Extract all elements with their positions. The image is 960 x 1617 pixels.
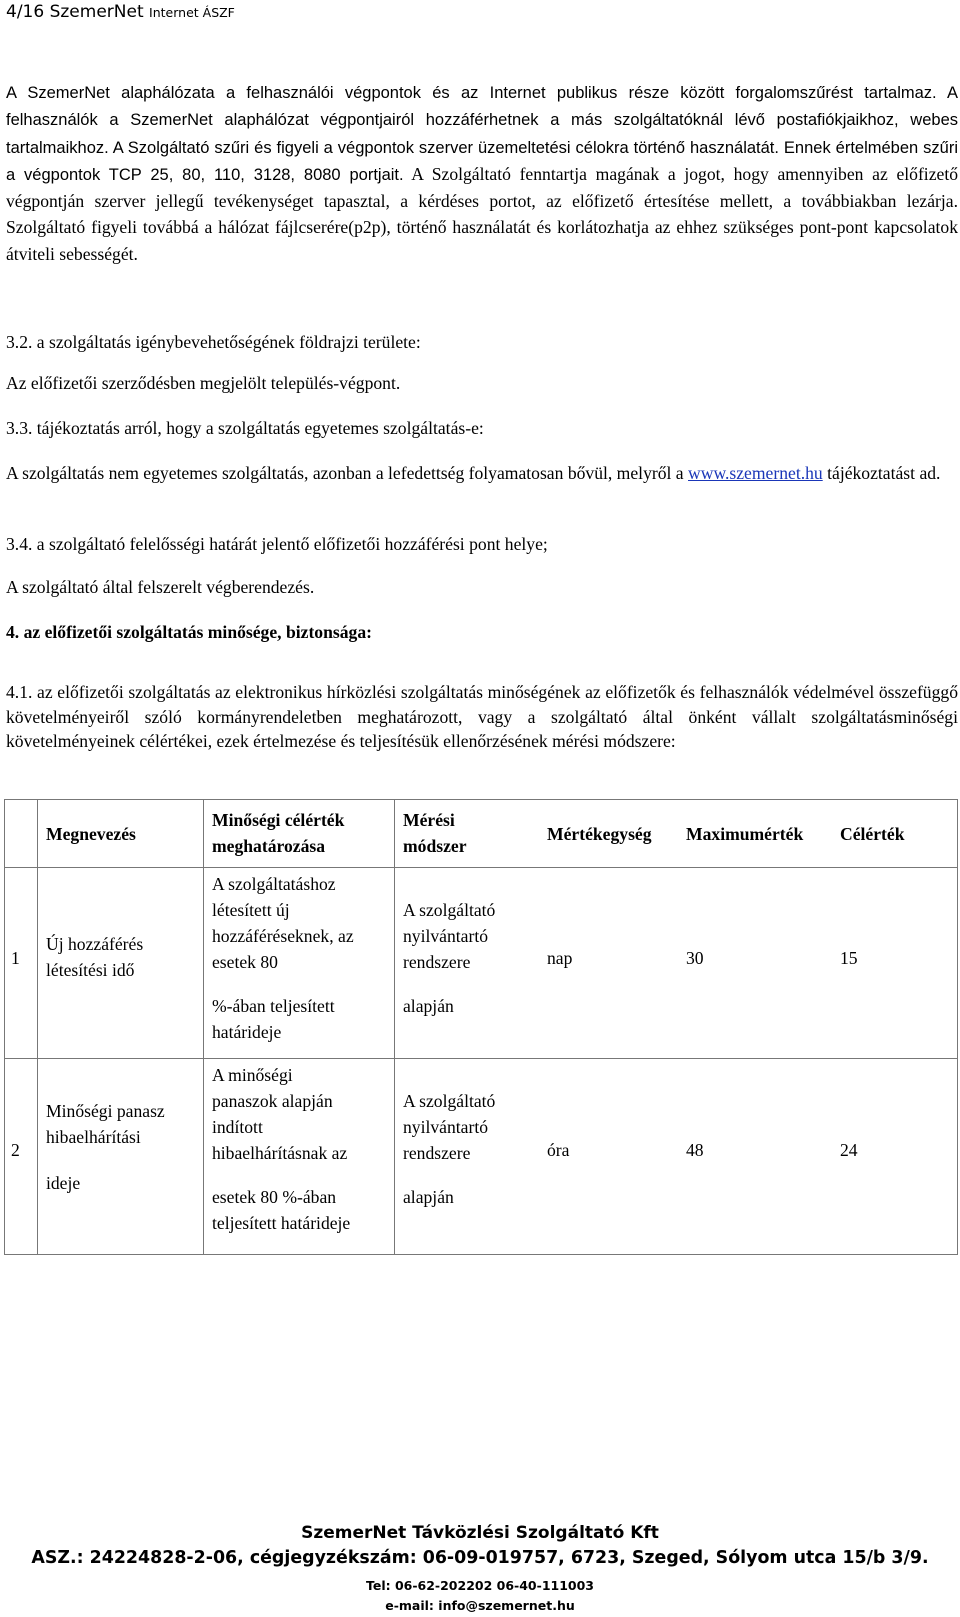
section-3-3-body: A szolgáltatás nem egyetemes szolgáltatás, azonban a lefedettség folyamatosan bővül, melyről a xyxy=(6,463,684,483)
footer-email: e-mail: info@szemernet.hu xyxy=(385,1598,575,1613)
section-3-3-heading: 3.3. tájékoztatás arról, hogy a szolgáltatás egyetemes szolgáltatás-e: xyxy=(6,418,484,438)
page-number: 4/16 xyxy=(6,2,45,22)
row-1-number: 1 xyxy=(11,948,20,968)
table-row-divider xyxy=(5,867,957,868)
row-1-method-4: alapján xyxy=(403,996,454,1016)
row-1-definition-1: A szolgáltatáshoz xyxy=(212,874,336,894)
row-1-name-2: létesítési idő xyxy=(46,960,135,980)
row-2-name-2: hibaelhárítási xyxy=(46,1127,141,1147)
row-1-definition-5: %-ában teljesített xyxy=(212,996,335,1016)
row-2-number: 2 xyxy=(11,1140,20,1160)
row-2-definition-5: esetek 80 %-ában xyxy=(212,1187,337,1207)
header-unit: Mértékegység xyxy=(547,824,652,844)
section-4-heading: 4. az előfizetői szolgáltatás minősége, biztonsága: xyxy=(6,622,372,642)
header-target: Célérték xyxy=(840,824,905,844)
row-2-definition-3: indított xyxy=(212,1117,263,1137)
page-header xyxy=(6,2,235,22)
row-1-method-3: rendszere xyxy=(403,952,471,972)
row-1-target: 15 xyxy=(840,948,858,968)
footer-company: SzemerNet Távközlési Szolgáltató Kft xyxy=(301,1523,659,1543)
intro-text-2: A Szolgáltató fenntartja magának a jogot, hogy amennyiben az előfizető végpontján szerver jellegű tevékenységet tapasztal, a kérdéses portot, az előfizető értesítése mellett, a továbbiakban lezárja. Szolgáltató figyeli továbbá a hálózat fájlcserére(p2p), történő használatát és korlátozhatja az ehhez szükséges pont-pont kapcsolatok átviteli sebességét. xyxy=(6,163,958,264)
row-2-definition-4: hibaelhárításnak az xyxy=(212,1143,348,1163)
row-2-definition-6: teljesített határideje xyxy=(212,1213,351,1233)
row-1-unit: nap xyxy=(547,948,573,968)
row-2-definition-1: A minőségi xyxy=(212,1065,293,1085)
row-2-definition-2: panaszok alapján xyxy=(212,1091,333,1111)
intro-paragraph xyxy=(6,79,958,267)
footer-ids: ASZ.: 24224828-2-06, cégjegyzékszám: 06-09-019757, 6723, Szeged, Sólyom utca 15/b 3/9. xyxy=(31,1548,929,1568)
section-3-3-tail: tájékoztatást ad. xyxy=(822,463,941,483)
row-2-max: 48 xyxy=(686,1140,704,1160)
header-definition-1: Minőségi célérték xyxy=(212,810,345,830)
table-col-divider xyxy=(37,800,38,1254)
row-2-method-1: A szolgáltató xyxy=(403,1091,496,1111)
section-3-3-text xyxy=(6,460,958,486)
section-3-2-text: Az előfizetői szerződésben megjelölt település-végpont. xyxy=(6,373,401,393)
row-2-method-3: rendszere xyxy=(403,1143,471,1163)
website-link[interactable]: www.szemernet.hu xyxy=(688,463,823,483)
header-method-1: Mérési xyxy=(403,810,455,830)
row-2-method-2: nyilvántartó xyxy=(403,1117,489,1137)
quality-table xyxy=(4,799,958,1255)
table-row-divider xyxy=(5,1058,957,1059)
header-title: SzemerNet xyxy=(49,2,144,22)
row-1-definition-6: határideje xyxy=(212,1022,282,1042)
row-1-name-1: Új hozzáférés xyxy=(46,934,144,954)
row-2-unit: óra xyxy=(547,1140,570,1160)
section-4-1-text: 4.1. az előfizetői szolgáltatás az elektronikus hírközlési szolgáltatás minőségének az előfizetők és felhasználók védelmével összefüggő követelményeiről szóló kormányrendeletben meghatározott, vagy a szolgáltató által önként vállalt szolgáltatásminőségi követelményeinek célértékei, ezek értelmezése és teljesítésük ellenőrzésének mérési módszere: xyxy=(6,682,958,751)
header-definition-2: meghatározása xyxy=(212,836,326,856)
table-col-divider xyxy=(394,800,395,1254)
header-method-2: módszer xyxy=(403,836,467,856)
section-3-4-text: A szolgáltató által felszerelt végberendezés. xyxy=(6,577,315,597)
row-2-name-1: Minőségi panasz xyxy=(46,1101,165,1121)
header-subtitle: Internet ÁSZF xyxy=(149,5,235,20)
row-1-method-1: A szolgáltató xyxy=(403,900,496,920)
table-col-divider xyxy=(203,800,204,1254)
section-3-4-heading: 3.4. a szolgáltató felelősségi határát jelentő előfizetői hozzáférési pont helye; xyxy=(6,534,548,554)
row-1-method-2: nyilvántartó xyxy=(403,926,489,946)
footer-phone: Tel: 06-62-202202 06-40-111003 xyxy=(365,1578,595,1593)
row-2-method-4: alapján xyxy=(403,1187,454,1207)
section-3-2-heading: 3.2. a szolgáltatás igénybevehetőségének földrajzi területe: xyxy=(6,332,421,352)
row-1-definition-4: esetek 80 xyxy=(212,952,278,972)
row-1-definition-2: létesített új xyxy=(212,900,290,920)
row-1-definition-3: hozzáféréseknek, az xyxy=(212,926,354,946)
header-name: Megnevezés xyxy=(46,824,136,844)
header-max: Maximumérték xyxy=(686,824,804,844)
intro-text-1: A SzemerNet alaphálózata a felhasználói végpontok és az Internet publikus része között forgalomszűrést tartalmaz. A felhasználók a SzemerNet alaphálózat végpontjairól hozzáférhetnek a más szolgáltatóknál lévő postafiókjaikhoz, webes tartalmaikhoz. A Szolgáltató szűri és figyeli a végpontok szerver üzemeltetési célokra történő használatát. Ennek értelmében szűri a végpontok TCP 25, 80, 110, 3128, 8080 portjait. xyxy=(6,84,958,184)
row-1-max: 30 xyxy=(686,948,704,968)
row-2-name-3: ideje xyxy=(46,1173,81,1193)
row-2-target: 24 xyxy=(840,1140,858,1160)
